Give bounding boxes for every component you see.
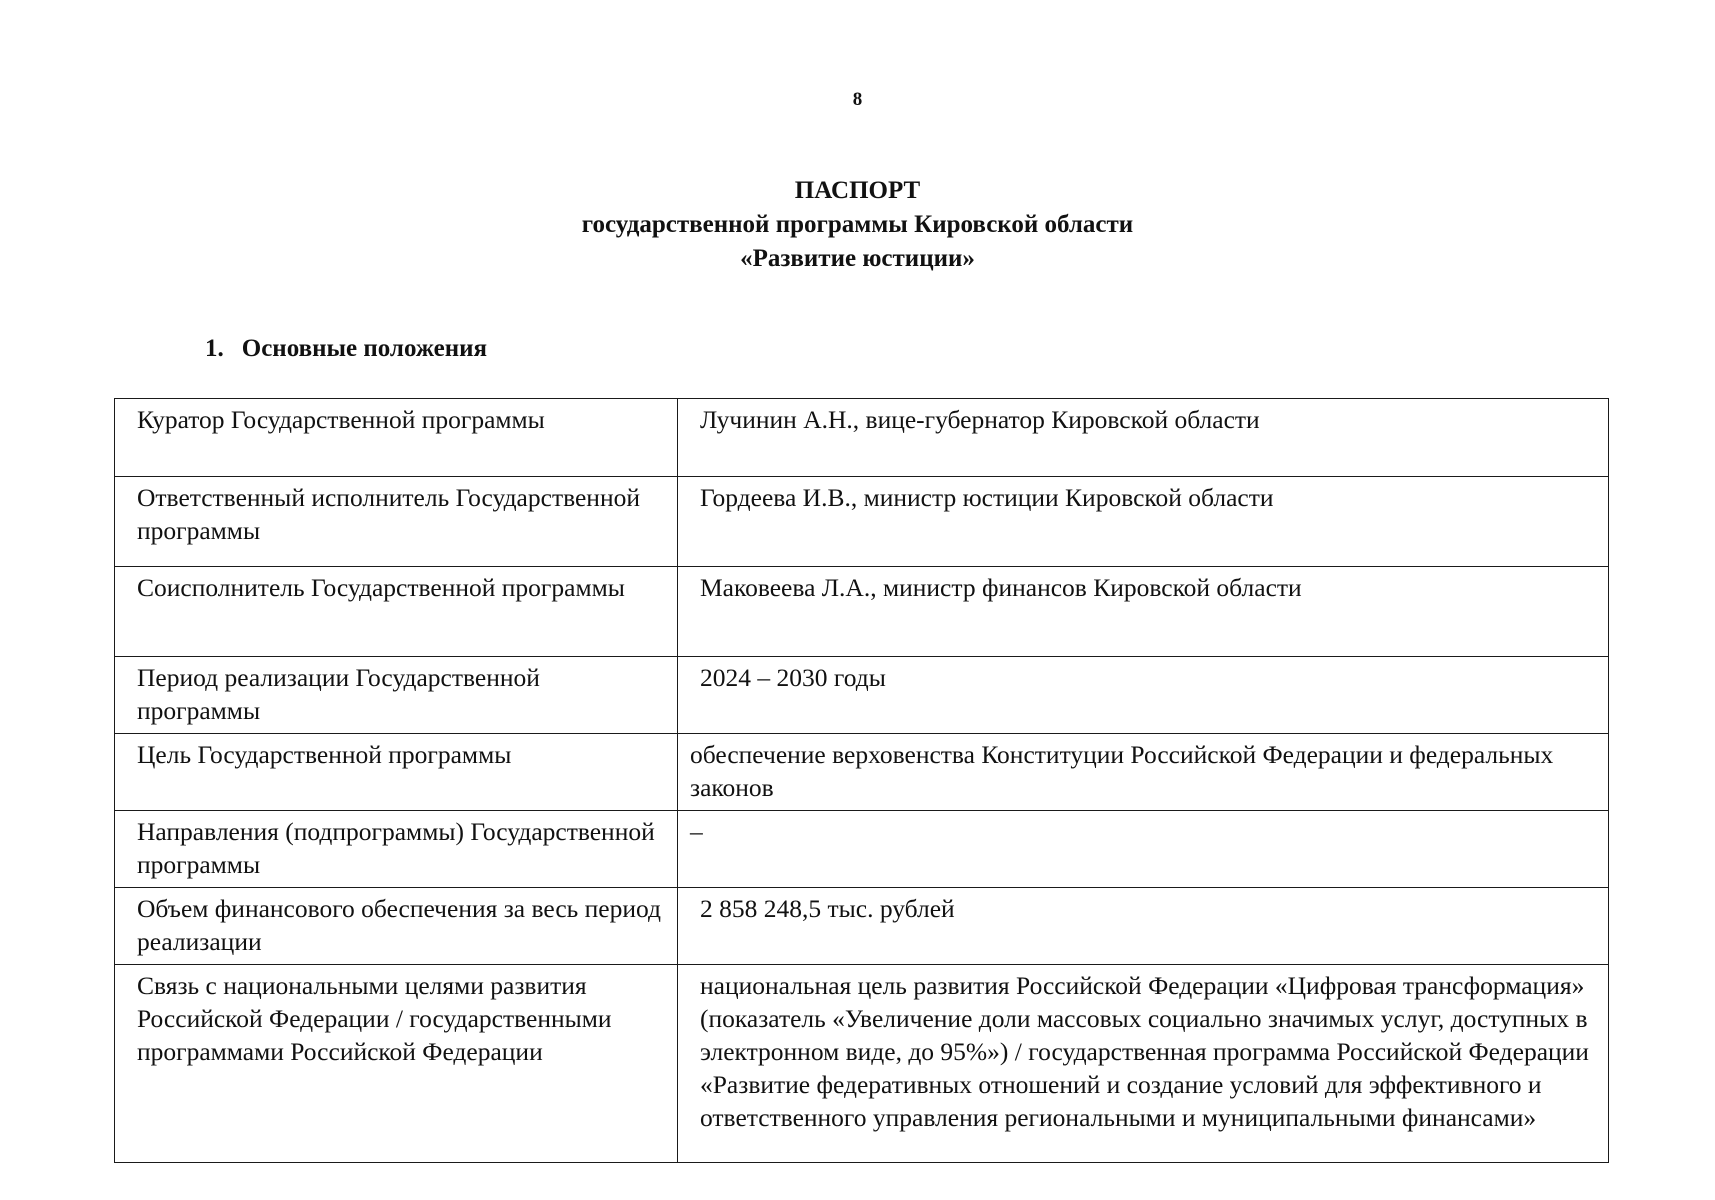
document-title: [0, 174, 1715, 276]
table-row: [115, 567, 1609, 657]
row-value: Маковеева Л.А., министр финансов Кировской области: [678, 567, 1609, 657]
table-row: [115, 734, 1609, 811]
passport-table: [114, 398, 1609, 1163]
section-heading: [205, 335, 487, 363]
table-row: [115, 811, 1609, 888]
title-line-2: государственной программы Кировской области: [581, 211, 1134, 238]
row-value: 2024 – 2030 годы: [678, 657, 1609, 734]
table-row: [115, 965, 1609, 1163]
table-row: [115, 657, 1609, 734]
row-label: Объем финансового обеспечения за весь период реализации: [115, 888, 678, 965]
row-value: национальная цель развития Российской Федерации «Цифровая трансформация» (показатель «Увеличение доли массовых социально значимых услуг, доступных в электронном виде, до 95%») / государственная программа Российской Федерации «Развитие федеративных отношений и создание условий для эффективного и ответственного управления региональными и муниципальными финансами»: [678, 965, 1609, 1163]
row-value: Гордеева И.В., министр юстиции Кировской области: [678, 477, 1609, 567]
title-line-1: ПАСПОРТ: [794, 177, 921, 204]
row-label: Цель Государственной программы: [115, 734, 678, 811]
row-value: обеспечение верховенства Конституции Российской Федерации и федеральных законов: [678, 734, 1609, 811]
table-row: [115, 888, 1609, 965]
page-number: 8: [852, 89, 863, 110]
section-title: Основные положения: [241, 335, 488, 362]
row-label: Связь с национальными целями развития Российской Федерации / государственными программами Российской Федерации: [115, 965, 678, 1163]
row-label: Ответственный исполнитель Государственной программы: [115, 477, 678, 567]
row-label: Направления (подпрограммы) Государственной программы: [115, 811, 678, 888]
title-line-3: «Развитие юстиции»: [740, 245, 975, 272]
section-number: 1.: [205, 335, 224, 362]
row-label: Период реализации Государственной программы: [115, 657, 678, 734]
table-row: [115, 399, 1609, 477]
row-label: Соисполнитель Государственной программы: [115, 567, 678, 657]
row-label: Куратор Государственной программы: [115, 399, 678, 477]
row-value: Лучинин А.Н., вице-губернатор Кировской области: [678, 399, 1609, 477]
row-value: –: [678, 811, 1609, 888]
table-row: [115, 477, 1609, 567]
row-value: 2 858 248,5 тыс. рублей: [678, 888, 1609, 965]
